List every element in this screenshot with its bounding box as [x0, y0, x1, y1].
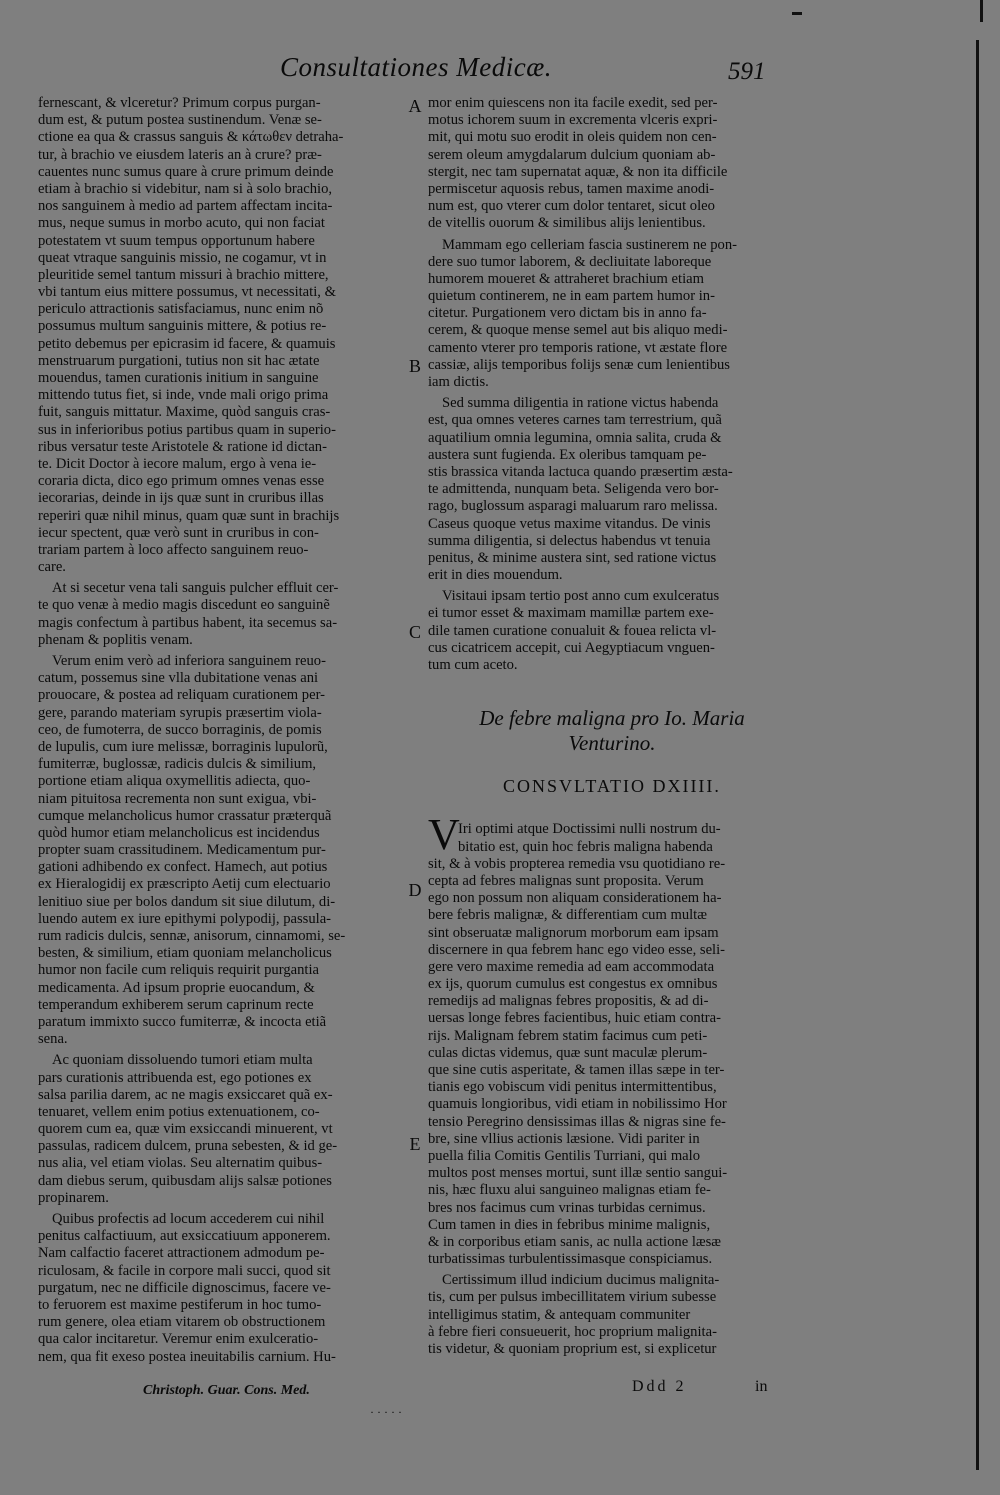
- text-line: bre, sine vllius actionis læsione. Vidi pariter in: [428, 1130, 700, 1147]
- catchword: in: [755, 1378, 768, 1395]
- text-line: cumque melancholicus humor crassatur præterquã: [38, 807, 332, 824]
- text-line: mus, neque sumus in morbo acuto, qui non faciat: [38, 215, 325, 232]
- margin-letter-a: A: [408, 96, 422, 116]
- right-column-bottom-text: [428, 810, 796, 1358]
- text-line: camento vterer pro temporis ratione, vt æstate flore: [428, 339, 728, 356]
- text-line: turbatissimas turbulentissimasque conspiciamus.: [428, 1251, 713, 1268]
- text-line: motus ichorem suum in excrementa vlceris expri-: [428, 112, 718, 129]
- text-line: to feruorem est maxime pestiferum in hoc tumo-: [38, 1296, 322, 1313]
- text-line: iecur spectent, quæ verò sunt in cruribus in con-: [38, 524, 319, 541]
- text-line: rago, buglossum asparagi maluarum raro melissa.: [428, 498, 718, 515]
- text-line: quamuis longioribus, vidi etiam in nobilissimo Hor: [428, 1096, 727, 1113]
- text-line: Sed summa diligentia in ratione victus habenda: [442, 395, 719, 412]
- text-line: luendo autem ex iure epithymi polypodij, passula-: [38, 910, 332, 927]
- text-line: possumus multum sanguinis mittere, & potius re-: [38, 318, 327, 335]
- text-line: de lupulis, cum iure melissæ, borraginis lupulorũ,: [38, 738, 328, 755]
- text-line: sena.: [38, 1031, 68, 1048]
- text-line: Iri optimi atque Doctissimi nulli nostrum du-: [458, 821, 721, 838]
- right-edge-line: [976, 40, 979, 1470]
- text-line: nis, hæc fluxu alui sanguineo malignas etiam fe-: [428, 1182, 711, 1199]
- paragraph: [38, 653, 406, 1048]
- text-line: tenuaret, vellem enim potius extenuationem, co-: [38, 1103, 320, 1120]
- text-line: quòd humor etiam melancholicus est incidendus: [38, 824, 320, 841]
- text-line: mit, qui motu suo erodit in oleis quidem non cen-: [428, 129, 717, 146]
- text-line: Certissimum illud indicium ducimus malignita-: [442, 1272, 720, 1289]
- text-line: nem, qua fit exeso postea ineuitabilis carnium. Hu-: [38, 1348, 336, 1365]
- text-line: phenam & poplitis venam.: [38, 631, 193, 648]
- text-line: Mammam ego celleriam fascia sustinerem ne pon-: [442, 236, 738, 253]
- text-line: purgatum, nec ne difficile dignoscimus, facere ve-: [38, 1279, 331, 1296]
- text-line: portione etiam aliqua oxymellitis adiecta, quo-: [38, 773, 311, 790]
- text-line: ceo, de fumoterra, de succo borraginis, de pomis: [38, 721, 322, 738]
- text-line: coraria dicta, dico ego primum omnes venas esse: [38, 473, 325, 490]
- text-line: tensio Peregrino densissimas illas & nigras sine fe-: [428, 1113, 726, 1130]
- text-line: ei tumor esset & maximam mamillæ partem exe-: [428, 605, 714, 622]
- text-line: vbi tantum eius mittere possumus, vt necessitati, &: [38, 284, 336, 301]
- text-line: fumiterræ, buglossæ, radicis dulcis & similium,: [38, 756, 317, 773]
- paragraph: [428, 237, 796, 392]
- text-line: propter suam crassitudinem. Medicamentum pur-: [38, 842, 326, 859]
- paragraph: [38, 580, 406, 649]
- text-line: medicamenta. Ad ipsum proprie euocandum, &: [38, 979, 315, 996]
- text-line: bere febris malignæ, & differentiam cum multæ: [428, 907, 707, 924]
- signature-mark: Ddd 2: [632, 1378, 687, 1395]
- text-line: ex ijs, quorum cumulus est congestus ex omnibus: [428, 976, 718, 993]
- margin-letter-d: D: [408, 880, 422, 900]
- right-text-column: [428, 95, 796, 1385]
- text-line: summa diligentia, si delectus habendus vt tenuia: [428, 532, 711, 549]
- text-line: erit in dies mouendum.: [428, 567, 563, 584]
- text-line: tum cum aceto.: [428, 657, 518, 673]
- text-line: pars curationis attribuenda est, ego potiones ex: [38, 1069, 312, 1086]
- text-line: Quibus profectis ad locum accederem cui nihil: [52, 1211, 325, 1227]
- text-line: tianis ego vobiscum vidi penitus intermittentibus,: [428, 1079, 717, 1096]
- text-line: à febre fieri consueuerit, hoc proprium malignita-: [428, 1323, 717, 1340]
- text-line: que sine cutis asperitate, & tamen illas sæpe in ter-: [428, 1062, 725, 1079]
- text-line: penitus, & minime austera sint, sed ratione victus: [428, 549, 717, 566]
- corner-mark-top-right: [980, 0, 983, 22]
- text-line: riculosam, & facile in corpore mali succi, quod sit: [38, 1262, 331, 1279]
- text-line: multos post menses mortui, sunt illæ sentio sangui-: [428, 1165, 728, 1182]
- text-line: qua calor incitaretur. Veremur enim exulceratio-: [38, 1331, 319, 1348]
- text-line: ex Hieralogidij ex præscripto Aetij cum electuario: [38, 876, 331, 893]
- text-line: rijs. Malignam febrem statim facimus cum peti-: [428, 1027, 708, 1044]
- text-line: dere suo tumor laborem, & decliuitate laboreque: [428, 253, 712, 270]
- text-line: bres nos facimus cum vrinas turbidas cernimus.: [428, 1199, 706, 1216]
- paragraph: [428, 588, 796, 674]
- margin-letter-e: E: [409, 1134, 421, 1154]
- text-line: sit, & à vobis propterea remedia vsu quotidiano re-: [428, 855, 726, 872]
- text-line: est, qua omnes veteres carnes tam terrestrium, quã: [428, 412, 722, 429]
- consultation-label: CONSVLTATIO DXIIII.: [503, 776, 721, 797]
- text-line: sint obseruatæ malignorum morborum eam ipsam: [428, 924, 719, 941]
- section-title-line-2: Venturino.: [568, 731, 656, 756]
- text-line: citetur. Purgationem vero dictam bis in anno fa-: [428, 305, 707, 322]
- text-line: catum, possemus sine vlla dubitatione venas ani: [38, 670, 319, 687]
- text-line: Caseus quoque vetus maxime vitandus. De vinis: [428, 515, 711, 532]
- text-line: cassiæ, alijs temporibus folijs senæ cum lenientibus: [428, 356, 730, 373]
- corner-mark-top-left: [792, 12, 802, 15]
- text-line: tis, cum per pulsus imbecillitatem virium subesse: [428, 1289, 717, 1306]
- text-line: intelligimus statim, & antequam communiter: [428, 1306, 691, 1323]
- text-line: tur, à brachio ve eiusdem lateris an à crure? præ-: [38, 146, 322, 163]
- text-line: nus alia, vel etiam violas. Seu alternatim quibus-: [38, 1155, 323, 1172]
- text-line: culas dictas videmus, quæ sunt maculæ plerum-: [428, 1044, 708, 1061]
- text-line: aquatilium omnia legumina, omnia salita, cruda &: [428, 429, 722, 446]
- text-line: etiam à brachio si videbitur, nam si à solo brachio,: [38, 180, 333, 197]
- text-line: Cum tamen in dies in febribus minime malignis,: [428, 1216, 711, 1233]
- text-line: At si secetur vena tali sanguis pulcher effluit cer-: [52, 580, 339, 597]
- text-line: dum est, & putum postea sustinendum. Venæ se-: [38, 112, 322, 129]
- text-line: trariam partem à loco affecto sanguinem reuo-: [38, 541, 309, 558]
- text-line: rum radicis dulcis, sennæ, anisorum, cinnamomi, se-: [38, 928, 346, 944]
- text-line: discernere in qua febrem hanc ego video esse, seli-: [428, 941, 726, 958]
- text-line: prouocare, & postea ad reliquam curationem per-: [38, 687, 326, 704]
- text-line: cepta ad febres malignas sunt proposita. Verum: [428, 872, 704, 889]
- margin-letter-c: C: [408, 622, 421, 642]
- text-line: quorem cum ea, quæ vim exsiccandi minuerent, vt: [38, 1121, 333, 1138]
- drop-capital: V: [428, 810, 460, 860]
- text-line: dile tamen curatione conualuit & fouea relicta vl-: [428, 622, 717, 639]
- text-line: te quo venæ à medio magis discedunt eo sanguinẽ: [38, 597, 330, 614]
- text-line: puella filia Comitis Gentilis Turriani, qui malo: [428, 1147, 701, 1164]
- text-line: mittendo tutus fiet, si inde, vnde mali origo prima: [38, 387, 329, 404]
- text-line: de vitellis ouorum & similibus alijs lenientibus.: [428, 215, 706, 232]
- text-line: reperiri quæ nihil minus, quam quæ sunt in brachijs: [38, 507, 340, 524]
- text-line: petito debemus per epicrasim id facere, & quamuis: [38, 335, 336, 352]
- text-line: permiscetur aquosis rebus, tamen maxime anodi-: [428, 180, 715, 197]
- text-line: serem oleum amygdalarum dulcium quoniam ab-: [428, 146, 716, 163]
- text-line: potestatem vt suum tempus opportunum habere: [38, 232, 315, 249]
- left-text-column: [38, 95, 406, 1385]
- text-line: menstruarum purgationi, tutius non sit hac ætate: [38, 352, 320, 369]
- text-line: remedijs ad malignas febres propositis, & ad di-: [428, 993, 709, 1010]
- running-foot: Christoph. Guar. Cons. Med.: [143, 1383, 310, 1398]
- paragraph: [38, 1211, 406, 1366]
- text-line: te admittenda, nunquam beta. Seligenda vero bor-: [428, 481, 719, 498]
- text-line: mor enim quiescens non ita facile exedit, sed per-: [428, 95, 718, 111]
- text-line: uersas longe febres facientibus, huic etiam contra-: [428, 1010, 721, 1027]
- text-line: periculo attractionis satisfaciamus, nunc enim nõ: [38, 301, 324, 318]
- text-line: sus in inferioribus potius partibus quam in superio-: [38, 421, 336, 438]
- text-line: bitatio est, quin hoc febris maligna habenda: [458, 838, 713, 855]
- text-line: magis confectum à partibus habent, ita secemus sa-: [38, 614, 338, 631]
- text-line: iam dictis.: [428, 374, 489, 390]
- text-line: fernescant, & vlceretur? Primum corpus purgan-: [38, 95, 321, 111]
- text-line: passulas, radicem dulcem, pruna sebesten, & id ge-: [38, 1138, 338, 1155]
- text-line: gere vero maxime remedia ad eam accommodata: [428, 958, 715, 975]
- text-line: gere, parando materiam syrupis præsertim viola-: [38, 704, 322, 721]
- text-line: Visitaui ipsam tertio post anno cum exulceratus: [442, 588, 720, 605]
- text-line: austera sunt fugienda. Ex oleribus tamquam pe-: [428, 446, 707, 463]
- text-line: cerem, & quoque mense semel aut bis aliquo medi-: [428, 322, 728, 339]
- text-line: Ac quoniam dissoluendo tumori etiam multa: [52, 1052, 313, 1069]
- text-line: stis brassica vitanda lactuca quando præsertim æsta-: [428, 463, 733, 480]
- section-title: [428, 706, 796, 756]
- text-line: temperandum exhiberem serum caprinum recte: [38, 996, 314, 1013]
- text-line: fuit, sanguis mittatur. Maxime, quòd sanguis cras-: [38, 404, 331, 421]
- paragraph: [428, 1272, 796, 1358]
- text-line: besten, & similium, etiam quoniam melancholicus: [38, 945, 332, 962]
- margin-letter-b: B: [408, 356, 421, 376]
- text-line: paratum immixto succo fumiterræ, & incocta etiã: [38, 1013, 327, 1030]
- text-line: cus cicatricem accepit, cui Aegyptiacum vnguen-: [428, 639, 715, 656]
- text-line: te. Dicit Doctor à iecore malum, ergo à vena ie-: [38, 455, 317, 472]
- text-line: & in corporibus etiam sanis, ac nulla actione læsæ: [428, 1233, 722, 1250]
- bottom-ornament: · · · · ·: [370, 1405, 402, 1419]
- text-line: pleuritide semel tantum missuri à brachio mittere,: [38, 266, 329, 283]
- running-header-title: Consultationes Medicæ.: [280, 52, 552, 82]
- text-line: ctione ea qua & crassus sanguis & κάτωθεν detraha-: [38, 129, 344, 146]
- text-line: nos sanguinem à medio ad partem affectam incita-: [38, 198, 333, 215]
- text-line: niam pituitosa recrementa non sunt exigua, vbi-: [38, 790, 317, 807]
- text-line: humor non facile cum reliquis requirit purgantia: [38, 962, 319, 979]
- paragraph: [38, 95, 406, 576]
- text-line: Nam calfactio faceret attractionem admodum pe-: [38, 1245, 325, 1262]
- paragraph: [38, 1052, 406, 1207]
- text-line: care.: [38, 559, 66, 576]
- text-line: gationi adhibendo ex confect. Hamech, aut potius: [38, 859, 328, 876]
- text-line: stergit, nec tam supernatat aquæ, & non ita difficile: [428, 163, 728, 180]
- text-line: mouendus, tamen curationis initium in sanguine: [38, 370, 319, 386]
- paragraph: [428, 395, 796, 584]
- text-line: penitus calfactiuum, aut exsiccatiuum apponerem.: [38, 1228, 331, 1245]
- paragraph: [428, 95, 796, 233]
- text-line: humorem moueret & attraheret brachium etiam: [428, 270, 704, 287]
- text-line: tis videtur, & quoniam proprium est, si explicetur: [428, 1341, 717, 1358]
- section-title-line-1: De febre maligna pro Io. Maria: [479, 706, 745, 731]
- page-number: 591: [728, 58, 766, 85]
- text-line: num est, quo vterer cum dolor tentaret, sicut oleo: [428, 198, 715, 215]
- text-line: Verum enim verò ad inferiora sanguinem reuo-: [52, 653, 326, 669]
- text-line: cauentes nunc sumus quare à crure primum deinde: [38, 163, 334, 180]
- text-line: ego non possum non aliquam considerationem ha-: [428, 890, 722, 907]
- text-line: lenitiuo siue per bolos dandum sit siue dilutum, di-: [38, 893, 336, 910]
- text-line: salsa parilia darem, ac ne magis exsiccaret quã ex-: [38, 1086, 333, 1103]
- text-line: rum genere, olea etiam vitarem ob obstructionem: [38, 1314, 326, 1331]
- text-line: iecorarias, deinde in ijs quæ sunt in cruribus illas: [38, 490, 324, 507]
- text-line: queat vtraque sanguinis missio, ne cogamur, vt in: [38, 249, 327, 266]
- text-line: quietum continerem, ne in eam partem humor in-: [428, 288, 715, 305]
- right-column-top-text: [428, 95, 796, 674]
- text-line: dam diebus serum, quibusdam alijs salsæ potiones: [38, 1172, 332, 1189]
- paragraph: [428, 821, 796, 1268]
- text-line: ribus versatur teste Aristotele & ratione id dictan-: [38, 438, 327, 455]
- text-line: propinarem.: [38, 1189, 109, 1206]
